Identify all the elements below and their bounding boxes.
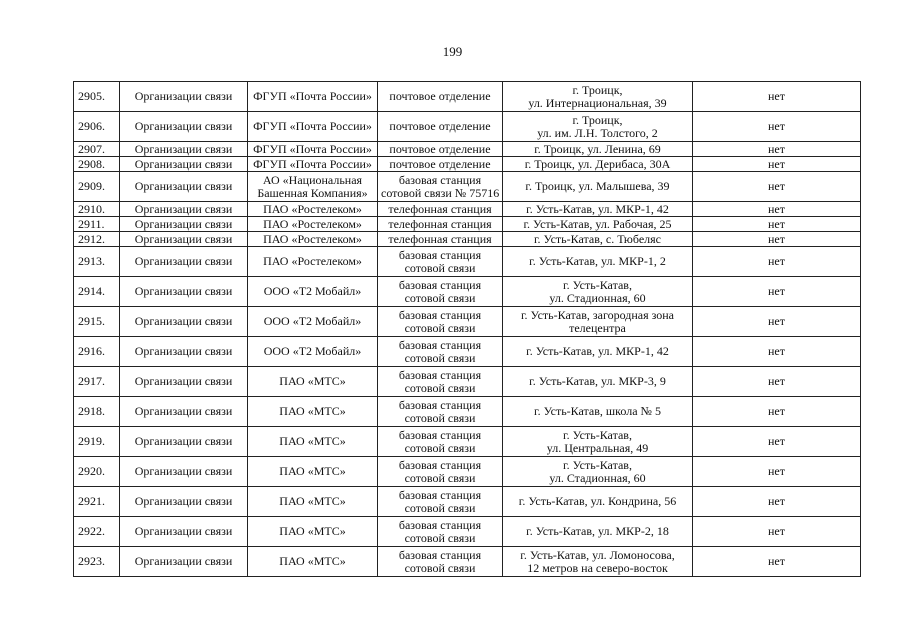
address-cell (503, 202, 693, 217)
table-row (74, 157, 861, 172)
table-row (74, 367, 861, 397)
facility-type-line: базовая станция (398, 487, 482, 502)
row-number-cell: 2911. (74, 217, 120, 232)
facility-type-cell (378, 82, 503, 112)
address-cell (503, 217, 693, 232)
facility-type-line: почтовое отделение (389, 119, 491, 133)
category-cell: Организации связи (120, 247, 248, 277)
address-line: ул. Интернациональная, 39 (528, 95, 667, 110)
table-row (74, 172, 861, 202)
status-cell: нет (693, 247, 861, 277)
facility-type-line: сотовой связи (404, 290, 476, 305)
table-row (74, 397, 861, 427)
facility-type-cell (378, 247, 503, 277)
organization-line: ПАО «Ростелеком» (263, 216, 362, 231)
address-line: г. Троицк, ул. Малышева, 39 (525, 179, 670, 193)
row-number-cell: 2908. (74, 157, 120, 172)
address-line: г. Усть-Катав, школа № 5 (534, 404, 661, 418)
address-cell (503, 427, 693, 457)
facility-type-line: сотовой связи (404, 500, 476, 515)
facility-type-line: сотовой связи (404, 530, 476, 545)
row-number-cell: 2912. (74, 232, 120, 247)
facility-type-line: почтовое отделение (389, 89, 491, 103)
facility-type-cell (378, 232, 503, 247)
category-cell: Организации связи (120, 397, 248, 427)
facility-type-line: сотовой связи (404, 350, 476, 365)
address-line: г. Усть-Катав, загородная зона (520, 307, 675, 322)
facility-type-cell (378, 307, 503, 337)
registry-table-body (74, 82, 861, 577)
facility-type-cell (378, 112, 503, 142)
facility-type-line: сотовой связи (404, 470, 476, 485)
facility-type-line: сотовой связи (404, 380, 476, 395)
facility-type-line: базовая станция (398, 367, 482, 382)
address-cell (503, 487, 693, 517)
row-number-cell: 2918. (74, 397, 120, 427)
organization-cell (248, 232, 378, 247)
facility-type-line: базовая станция (398, 172, 482, 187)
status-cell: нет (693, 487, 861, 517)
organization-line: ПАО «Ростелеком» (263, 254, 362, 268)
table-row (74, 202, 861, 217)
organization-cell (248, 367, 378, 397)
row-number-cell: 2916. (74, 337, 120, 367)
facility-type-line: сотовой связи (404, 410, 476, 425)
status-cell: нет (693, 232, 861, 247)
facility-type-cell (378, 397, 503, 427)
row-number-cell: 2910. (74, 202, 120, 217)
facility-type-line: базовая станция (398, 337, 482, 352)
address-line: г. Усть-Катав, ул. МКР-1, 42 (526, 344, 669, 358)
category-cell: Организации связи (120, 337, 248, 367)
address-line: г. Троицк, ул. Ленина, 69 (534, 141, 661, 156)
address-cell (503, 457, 693, 487)
row-number-cell: 2909. (74, 172, 120, 202)
status-cell: нет (693, 172, 861, 202)
facility-type-line: сотовой связи (404, 560, 476, 575)
address-line: г. Усть-Катав, ул. Рабочая, 25 (523, 216, 672, 231)
organization-cell (248, 307, 378, 337)
organization-line: ООО «Т2 Мобайл» (263, 314, 362, 328)
address-line: ул. Центральная, 49 (546, 440, 649, 455)
organization-cell (248, 397, 378, 427)
organization-cell (248, 112, 378, 142)
organization-cell (248, 337, 378, 367)
address-cell (503, 517, 693, 547)
address-line: г. Троицк, (572, 82, 623, 97)
table-row (74, 307, 861, 337)
table-row (74, 232, 861, 247)
facility-type-line: базовая станция (398, 277, 482, 292)
page-number: 199 (442, 44, 463, 59)
facility-type-line: почтовое отделение (389, 156, 491, 171)
category-cell: Организации связи (120, 517, 248, 547)
category-cell: Организации связи (120, 82, 248, 112)
address-line: ул. Стадионная, 60 (549, 290, 646, 305)
facility-type-cell (378, 337, 503, 367)
address-cell (503, 157, 693, 172)
row-number-cell: 2917. (74, 367, 120, 397)
row-number-cell: 2923. (74, 547, 120, 577)
organization-cell (248, 547, 378, 577)
address-cell (503, 112, 693, 142)
status-cell: нет (693, 397, 861, 427)
facility-type-line: базовая станция (398, 247, 482, 262)
status-cell: нет (693, 427, 861, 457)
address-line: г. Усть-Катав, ул. Ломоносова, (520, 547, 675, 562)
address-line: г. Усть-Катав, ул. МКР-1, 2 (529, 254, 666, 268)
organization-line: ФГУП «Почта России» (253, 156, 372, 171)
table-row (74, 277, 861, 307)
organization-cell (248, 157, 378, 172)
facility-type-line: базовая станция (398, 427, 482, 442)
address-line: телецентра (569, 320, 626, 335)
table-row (74, 82, 861, 112)
facility-type-line: телефонная станция (388, 216, 492, 231)
organization-line: ПАО «МТС» (279, 404, 346, 418)
category-cell: Организации связи (120, 202, 248, 217)
facility-type-cell (378, 202, 503, 217)
facility-type-cell (378, 517, 503, 547)
category-cell: Организации связи (120, 307, 248, 337)
organization-cell (248, 517, 378, 547)
status-cell: нет (693, 202, 861, 217)
organization-line: ПАО «Ростелеком» (263, 231, 362, 246)
organization-cell (248, 457, 378, 487)
table-row (74, 487, 861, 517)
address-line: г. Усть-Катав, ул. МКР-3, 9 (529, 374, 666, 388)
facility-type-cell (378, 427, 503, 457)
category-cell: Организации связи (120, 487, 248, 517)
facility-type-line: почтовое отделение (389, 141, 491, 156)
category-cell: Организации связи (120, 157, 248, 172)
status-cell: нет (693, 277, 861, 307)
row-number-cell: 2907. (74, 142, 120, 157)
category-cell: Организации связи (120, 142, 248, 157)
category-cell: Организации связи (120, 232, 248, 247)
facility-type-cell (378, 487, 503, 517)
address-line: г. Троицк, ул. Дерибаса, 30А (524, 156, 671, 171)
address-line: ул. им. Л.Н. Толстого, 2 (537, 125, 658, 140)
address-cell (503, 232, 693, 247)
status-cell: нет (693, 517, 861, 547)
facility-type-line: базовая станция (398, 397, 482, 412)
organization-line: ПАО «МТС» (279, 374, 346, 388)
address-line: г. Усть-Катав, (563, 457, 632, 472)
facility-type-cell (378, 172, 503, 202)
registry-table (73, 81, 861, 577)
facility-type-line: базовая станция (398, 307, 482, 322)
facility-type-line: телефонная станция (388, 201, 492, 216)
row-number-cell: 2914. (74, 277, 120, 307)
organization-line: ПАО «МТС» (279, 464, 346, 478)
facility-type-line: базовая станция (398, 547, 482, 562)
organization-cell (248, 217, 378, 232)
organization-cell (248, 202, 378, 217)
facility-type-cell (378, 547, 503, 577)
table-row (74, 217, 861, 232)
organization-cell (248, 82, 378, 112)
category-cell: Организации связи (120, 427, 248, 457)
facility-type-cell (378, 157, 503, 172)
organization-line: ФГУП «Почта России» (253, 119, 372, 133)
address-cell (503, 307, 693, 337)
address-cell (503, 82, 693, 112)
address-line: г. Усть-Катав, (563, 427, 632, 442)
address-line: г. Усть-Катав, ул. МКР-2, 18 (526, 524, 669, 538)
facility-type-line: сотовой связи (404, 440, 476, 455)
organization-cell (248, 142, 378, 157)
table-row (74, 247, 861, 277)
status-cell: нет (693, 457, 861, 487)
row-number-cell: 2905. (74, 82, 120, 112)
address-line: ул. Стадионная, 60 (549, 470, 646, 485)
address-cell (503, 172, 693, 202)
table-row (74, 547, 861, 577)
status-cell: нет (693, 217, 861, 232)
address-cell (503, 142, 693, 157)
address-cell (503, 367, 693, 397)
category-cell: Организации связи (120, 457, 248, 487)
status-cell: нет (693, 367, 861, 397)
organization-line: ПАО «Ростелеком» (263, 201, 362, 216)
organization-line: ФГУП «Почта России» (253, 141, 372, 156)
category-cell: Организации связи (120, 217, 248, 232)
organization-line: ФГУП «Почта России» (253, 89, 372, 103)
organization-line: ПАО «МТС» (279, 494, 346, 508)
row-number-cell: 2921. (74, 487, 120, 517)
category-cell: Организации связи (120, 367, 248, 397)
facility-type-line: сотовой связи (404, 320, 476, 335)
status-cell: нет (693, 157, 861, 172)
facility-type-line: телефонная станция (388, 231, 492, 246)
facility-type-line: сотовой связи № 75716 (381, 185, 500, 200)
address-cell (503, 397, 693, 427)
organization-line: Башенная Компания» (257, 185, 368, 200)
organization-cell (248, 172, 378, 202)
table-row (74, 337, 861, 367)
row-number-cell: 2915. (74, 307, 120, 337)
row-number-cell: 2919. (74, 427, 120, 457)
address-cell (503, 247, 693, 277)
status-cell: нет (693, 142, 861, 157)
table-row (74, 517, 861, 547)
row-number-cell: 2913. (74, 247, 120, 277)
status-cell: нет (693, 112, 861, 142)
facility-type-cell (378, 277, 503, 307)
status-cell: нет (693, 82, 861, 112)
organization-line: ООО «Т2 Мобайл» (263, 344, 362, 358)
facility-type-line: базовая станция (398, 457, 482, 472)
address-line: г. Троицк, (572, 112, 623, 127)
address-line: г. Усть-Катав, (563, 277, 632, 292)
facility-type-line: сотовой связи (404, 260, 476, 275)
address-cell (503, 277, 693, 307)
organization-line: ПАО «МТС» (279, 554, 346, 568)
row-number-cell: 2922. (74, 517, 120, 547)
status-cell: нет (693, 547, 861, 577)
status-cell: нет (693, 337, 861, 367)
organization-line: ПАО «МТС» (279, 434, 346, 448)
facility-type-cell (378, 457, 503, 487)
row-number-cell: 2920. (74, 457, 120, 487)
address-line: г. Усть-Катав, ул. Кондрина, 56 (518, 494, 677, 508)
facility-type-cell (378, 217, 503, 232)
row-number-cell: 2906. (74, 112, 120, 142)
category-cell: Организации связи (120, 547, 248, 577)
category-cell: Организации связи (120, 112, 248, 142)
address-cell (503, 337, 693, 367)
category-cell: Организации связи (120, 277, 248, 307)
organization-line: ПАО «МТС» (279, 524, 346, 538)
organization-cell (248, 487, 378, 517)
category-cell: Организации связи (120, 172, 248, 202)
organization-line: АО «Национальная (262, 172, 363, 187)
status-cell: нет (693, 307, 861, 337)
table-row (74, 112, 861, 142)
organization-line: ООО «Т2 Мобайл» (263, 284, 362, 298)
organization-cell (248, 247, 378, 277)
table-row (74, 142, 861, 157)
facility-type-cell (378, 367, 503, 397)
address-line: г. Усть-Катав, ул. МКР-1, 42 (526, 201, 669, 216)
address-line: 12 метров на северо-восток (527, 560, 668, 575)
organization-cell (248, 427, 378, 457)
table-row (74, 427, 861, 457)
facility-type-cell (378, 142, 503, 157)
facility-type-line: базовая станция (398, 517, 482, 532)
address-line: г. Усть-Катав, с. Тюбеляс (533, 231, 662, 246)
address-cell (503, 547, 693, 577)
table-row (74, 457, 861, 487)
organization-cell (248, 277, 378, 307)
